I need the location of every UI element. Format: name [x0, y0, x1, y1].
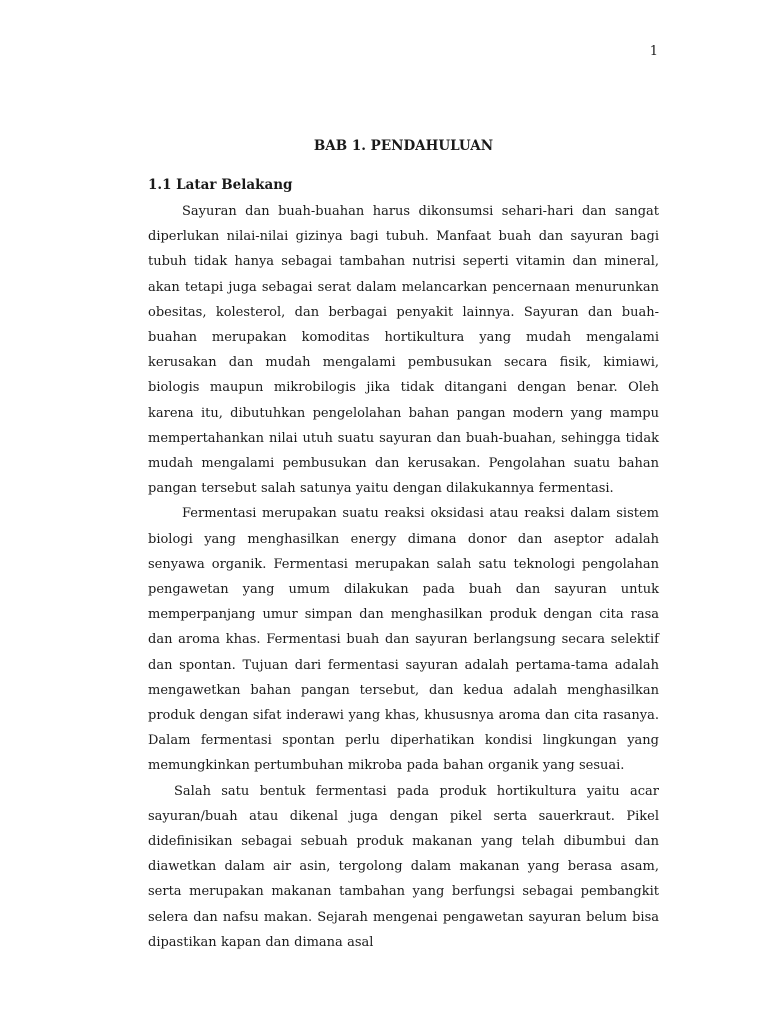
chapter-title: BAB 1. PENDAHULUAN [313, 138, 494, 154]
paragraph: Salah satu bentuk fermentasi pada produk hortikultura yaitu acar sayuran/buah atau dikenal juga dengan pikel serta sauerkraut. Pikel didefinisikan sebagai sebuah produk makanan yang telah dibumbui dan diawetkan dalam air asin, tergolong dalam makanan yang berasa asam, serta merupakan makanan tambahan yang berfungsi sebagai pembangkit selera dan nafsu makan. Sejarah mengenai pengawetan sayuran belum bisa dipastikan kapan dan dimana asal [148, 783, 659, 950]
section-title: 1.1 Latar Belakang [148, 177, 293, 193]
document-body [148, 138, 659, 955]
paragraph: Sayuran dan buah-buahan harus dikonsumsi sehari-hari dan sangat diperlukan nilai-nilai gizinya bagi tubuh. Manfaat buah dan sayuran bagi tubuh tidak hanya sebagai tambahan nutrisi seperti vitamin dan mineral, akan tetapi juga sebagai serat dalam melancarkan pencernaan menurunkan obesitas, kolesterol, dan berbagai penyakit lainnya. Sayuran dan buah-buahan merupakan komoditas hortikultura yang mudah mengalami kerusakan dan mudah mengalami pembusukan secara fisik, kimiawi, biologis maupun mikrobilogis jika tidak ditangani dengan benar. Oleh karena itu, dibutuhkan pengelolahan bahan pangan modern yang mampu mempertahankan nilai utuh suatu sayuran dan buah-buahan, sehingga tidak mudah mengalami pembusukan dan kerusakan. Pengolahan suatu bahan pangan tersebut salah satunya yaitu dengan dilakukannya fermentasi. [148, 204, 659, 497]
paragraph: Fermentasi merupakan suatu reaksi oksidasi atau reaksi dalam sistem biologi yang menghasilkan energy dimana donor dan aseptor adalah senyawa organik. Fermentasi merupakan salah satu teknologi pengolahan pengawetan yang umum dilakukan pada buah dan sayuran untuk memperpanjang umur simpan dan menghasilkan produk dengan cita rasa dan aroma khas. Fermentasi buah dan sayuran berlangsung secara selektif dan spontan. Tujuan dari fermentasi sayuran adalah pertama-tama adalah mengawetkan bahan pangan tersebut, dan kedua adalah menghasilkan produk dengan sifat inderawi yang khas, khususnya aroma dan cita rasanya. Dalam fermentasi spontan perlu diperhatikan kondisi lingkungan yang memungkinkan pertumbuhan mikroba pada bahan organik yang sesuai. [148, 506, 659, 774]
page-number: 1 [649, 44, 658, 59]
